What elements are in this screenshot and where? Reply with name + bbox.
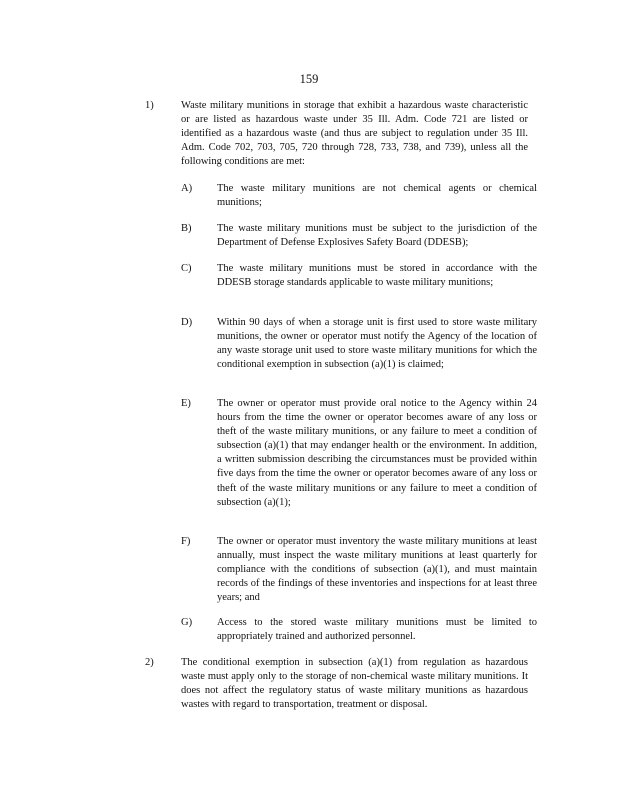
- paragraph-1: [145, 99, 528, 169]
- item-text: The owner or operator must inventory the waste military munitions at least annually, must inspect the waste military munitions at least quarterly for compliance with the conditions of subsection (a)(1), and must maintain records of the findings of these inventories and inspections for at least three years; and: [217, 536, 537, 604]
- item-label: 1): [145, 100, 154, 111]
- item-text: The waste military munitions must be stored in accordance with the DDESB storage standards applicable to waste military munitions;: [217, 263, 537, 289]
- item-label: D): [181, 317, 193, 328]
- subparagraph-a: [181, 182, 537, 210]
- item-text: The waste military munitions are not chemical agents or chemical munitions;: [217, 183, 537, 209]
- paragraph-2: [145, 656, 528, 712]
- subparagraph-c: [181, 262, 537, 290]
- item-text: The waste military munitions must be subject to the jurisdiction of the Department of Defense Explosives Safety Board (DDESB);: [217, 223, 537, 249]
- item-text: The conditional exemption in subsection (a)(1) from regulation as hazardous waste must apply only to the storage of non-chemical waste military munitions. It does not affect the regulatory status of waste military munitions as hazardous wastes with regard to transportation, treatment or disposal.: [181, 657, 528, 711]
- item-label: C): [181, 263, 192, 274]
- item-text: Within 90 days of when a storage unit is first used to store waste military munitions, the owner or operator must notify the Agency of the location of any waste storage unit used to store waste military munitions for which the conditional exemption in subsection (a)(1) is claimed;: [217, 317, 537, 371]
- item-label: F): [181, 536, 191, 547]
- item-label: G): [181, 617, 193, 628]
- item-text: Access to the stored waste military munitions must be limited to appropriately trained and authorized personnel.: [217, 617, 537, 643]
- subparagraph-d: [181, 316, 537, 372]
- subparagraph-g: [181, 616, 537, 644]
- subparagraph-f: [181, 535, 537, 605]
- item-label: A): [181, 183, 193, 194]
- item-label: 2): [145, 657, 154, 668]
- item-label: B): [181, 223, 192, 234]
- subparagraph-b: [181, 222, 537, 250]
- page-number: 159: [299, 72, 319, 86]
- subparagraph-e: [181, 397, 537, 510]
- item-text: The owner or operator must provide oral notice to the Agency within 24 hours from the time the owner or operator becomes aware of any loss or theft of the waste military munitions, or any failure to meet a condition of subsection (a)(1) that may endanger health or the environment. In addition, a written submission describing the circumstances must be provided within five days from the time the owner or operator becomes aware of any loss or theft of the waste military munitions or any failure to meet a condition of subsection (a)(1);: [217, 398, 537, 508]
- item-text: Waste military munitions in storage that exhibit a hazardous waste characteristic or are listed as hazardous waste under 35 Ill. Adm. Code 721 are listed or identified as a hazardous waste (and thus are subject to regulation under 35 Ill. Adm. Code 702, 703, 705, 720 through 728, 733, 738, and 739), unless all the following conditions are met:: [181, 100, 528, 168]
- item-label: E): [181, 398, 191, 409]
